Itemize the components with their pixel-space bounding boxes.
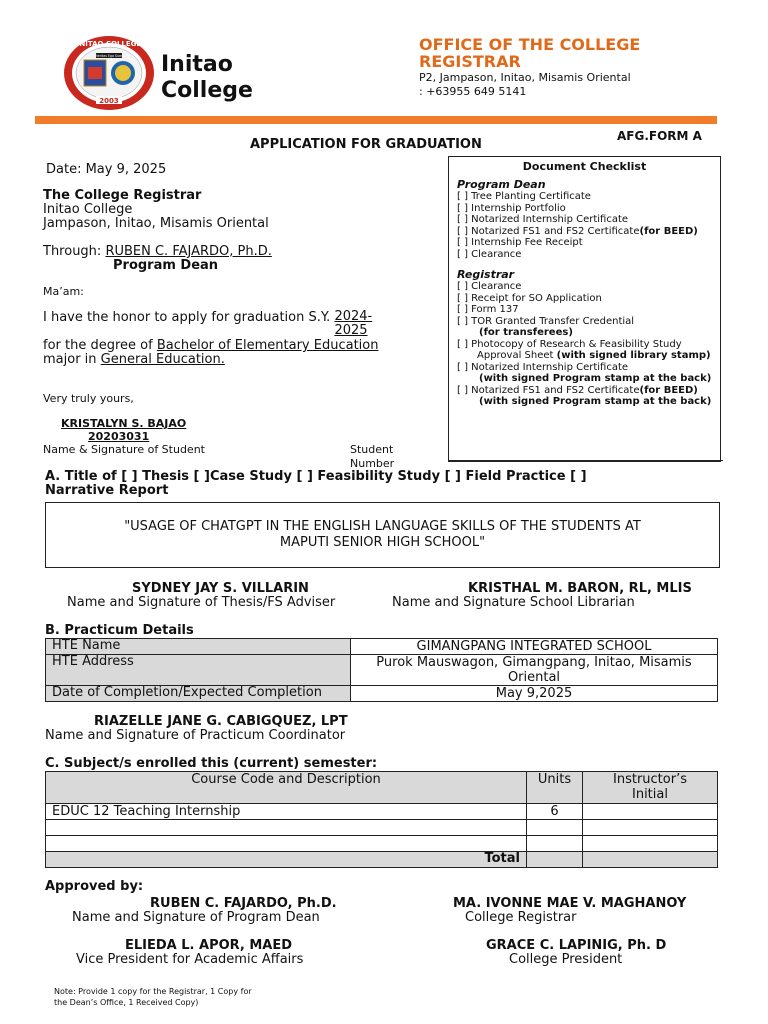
checklist-item[interactable]: [ ] Internship Portfolio — [457, 202, 566, 214]
form-code: AFG.FORM A — [617, 129, 702, 143]
research-title: "USAGE OF CHATGPT IN THE ENGLISH LANGUAGE SKILLS OF THE STUDENTS AT MAPUTI SENIOR HIGH SCHOOL" — [124, 519, 641, 550]
adviser-label: Name and Signature of Thesis/FS Adviser — [67, 595, 336, 610]
header-units: Units — [527, 772, 583, 804]
registrar-label: Registrar — [457, 268, 515, 281]
logo-motto: Veritas Ego Sum — [95, 54, 123, 58]
student-name: KRISTALYN S. BAJAO — [61, 417, 187, 430]
section-a-label-2: Narrative Report — [45, 483, 169, 498]
section-a-label: A. Title of [ ] Thesis [ ]Case Study [ ] Feasibility Study [ ] Field Practice [ ] — [45, 469, 587, 484]
checklist-item[interactable]: [ ] Notarized FS1 and FS2 Certificate(for BEED) — [457, 225, 698, 237]
coordinator-name: RIAZELLE JANE G. CABIGQUEZ, LPT — [94, 714, 348, 729]
letter-body-2: for the degree of Bachelor of Elementary Education — [43, 338, 379, 353]
total-units — [527, 852, 583, 868]
dean-label: Name and Signature of Program Dean — [72, 910, 320, 925]
header-initial: Instructor’s Initial — [583, 772, 718, 804]
footer-note: Note: Provide 1 copy for the Registrar, 1 Copy for the Dean’s Office, 1 Received Copy) — [54, 987, 252, 1007]
checklist-item[interactable]: [ ] Notarized FS1 and FS2 Certificate(for BEED) — [457, 384, 698, 396]
college-name: Initao College — [161, 52, 253, 103]
librarian-label: Name and Signature School Librarian — [392, 595, 635, 610]
letter-location: Jampason, Initao, Misamis Oriental — [43, 216, 269, 231]
units-cell — [527, 836, 583, 852]
units-cell: 6 — [527, 804, 583, 820]
checklist-item[interactable]: [ ] Form 137 — [457, 304, 519, 315]
school-year: 2024-2025 — [334, 309, 373, 338]
through-name: RUBEN C. FAJARDO, Ph.D. — [105, 244, 272, 259]
checklist-bottom-rule — [448, 460, 723, 461]
checklist-title: Document Checklist — [522, 160, 647, 173]
office-title: OFFICE OF THE COLLEGE REGISTRAR — [419, 35, 641, 71]
practicum-label: HTE Address — [46, 655, 351, 686]
college-logo — [62, 34, 156, 112]
letter-through: Through: RUBEN C. FAJARDO, Ph.D. — [43, 244, 272, 259]
total-label: Total — [46, 852, 527, 868]
letter-closing: Very truly yours, — [43, 392, 134, 405]
letter-addressee: The College Registrar — [43, 188, 202, 203]
research-title-box — [45, 502, 720, 568]
practicum-value: Purok Mauswagon, Gimangpang, Initao, Misamis Oriental — [351, 655, 718, 686]
form-title: APPLICATION FOR GRADUATION — [250, 137, 482, 152]
section-b-label: B. Practicum Details — [45, 623, 194, 638]
section-c-label: C. Subject/s enrolled this (current) semester: — [45, 756, 378, 771]
header-course: Course Code and Description — [46, 772, 527, 804]
checklist-item[interactable]: [ ] TOR Granted Transfer Credential — [457, 315, 635, 327]
table-row — [46, 836, 718, 852]
checklist-item[interactable]: [ ] Internship Fee Receipt — [457, 237, 583, 248]
units-cell — [527, 820, 583, 836]
checklist-note: Approval Sheet (with signed library stamp) — [477, 350, 711, 361]
checklist-item[interactable]: [ ] Clearance — [457, 281, 522, 292]
practicum-table — [45, 638, 718, 702]
subjects-table — [45, 771, 718, 868]
student-sig-label: Name & Signature of Student — [43, 443, 205, 456]
practicum-label: HTE Name — [46, 639, 351, 655]
table-row — [46, 804, 718, 820]
practicum-value: May 9,2025 — [351, 686, 718, 702]
letter-body-1: I have the honor to apply for graduation S.Y. 2024-2025 — [43, 310, 382, 338]
letter-date: Date: May 9, 2025 — [46, 162, 167, 177]
checklist-item[interactable]: [ ] Receipt for SO Application — [457, 292, 602, 304]
course-cell: EDUC 12 Teaching Internship — [46, 804, 527, 820]
registrar-label: College Registrar — [465, 910, 577, 925]
letter-body-3: major in General Education. — [43, 352, 225, 367]
registrar-name: MA. IVONNE MAE V. MAGHANOY — [453, 896, 687, 911]
letter-salutation: Ma’am: — [43, 285, 84, 298]
checklist-note: (for transferees) — [479, 327, 573, 338]
table-header-row — [46, 772, 718, 804]
approved-by-label: Approved by: — [45, 879, 144, 894]
table-row — [46, 639, 718, 655]
student-number: 20203031 — [88, 430, 150, 443]
checklist-item[interactable]: [ ] Notarized Internship Certificate — [457, 361, 629, 373]
checklist-item[interactable]: [ ] Photocopy of Research & Feasibility Study — [457, 338, 682, 350]
president-label: College President — [509, 952, 623, 967]
course-cell — [46, 836, 527, 852]
checklist-item[interactable]: [ ] Notarized Internship Certificate — [457, 214, 629, 225]
initial-cell — [583, 820, 718, 836]
letter-institution: Initao College — [43, 202, 133, 217]
dean-name: RUBEN C. FAJARDO, Ph.D. — [150, 896, 337, 911]
table-row — [46, 820, 718, 836]
program-dean-label: Program Dean — [457, 178, 546, 191]
total-initial — [583, 852, 718, 868]
vpaa-name: ELIEDA L. APOR, MAED — [125, 938, 293, 953]
checklist-item[interactable]: [ ] Clearance — [457, 248, 522, 260]
president-name: GRACE C. LAPINIG, Ph. D — [486, 938, 667, 953]
logo-arc-text: INITAO COLLEGE — [76, 40, 142, 48]
initial-cell — [583, 804, 718, 820]
practicum-value: GIMANGPANG INTEGRATED SCHOOL — [351, 639, 718, 655]
logo-year: 2003 — [99, 97, 119, 105]
table-row — [46, 655, 718, 686]
through-title: Program Dean — [113, 258, 219, 273]
checklist-note: (with signed Program stamp at the back) — [479, 373, 712, 384]
document-checklist — [448, 156, 721, 462]
course-cell — [46, 820, 527, 836]
table-total-row — [46, 852, 718, 868]
practicum-label: Date of Completion/Expected Completion — [46, 686, 351, 702]
adviser-name: SYDNEY JAY S. VILLARIN — [132, 581, 309, 596]
coordinator-label: Name and Signature of Practicum Coordinator — [45, 728, 346, 743]
header-divider — [35, 116, 717, 124]
degree: Bachelor of Elementary Education — [156, 338, 379, 353]
table-row — [46, 686, 718, 702]
office-phone: : +63955 649 5141 — [419, 85, 527, 98]
student-number-label: Student Number — [350, 443, 395, 470]
librarian-name: KRISTHAL M. BARON, RL, MLIS — [468, 581, 692, 596]
checklist-item[interactable]: [ ] Tree Planting Certificate — [457, 191, 591, 202]
initial-cell — [583, 836, 718, 852]
major: General Education. — [100, 352, 225, 367]
office-address: P2, Jampason, Initao, Misamis Oriental — [419, 71, 631, 84]
vpaa-label: Vice President for Academic Affairs — [76, 952, 304, 967]
checklist-note: (with signed Program stamp at the back) — [479, 396, 712, 407]
